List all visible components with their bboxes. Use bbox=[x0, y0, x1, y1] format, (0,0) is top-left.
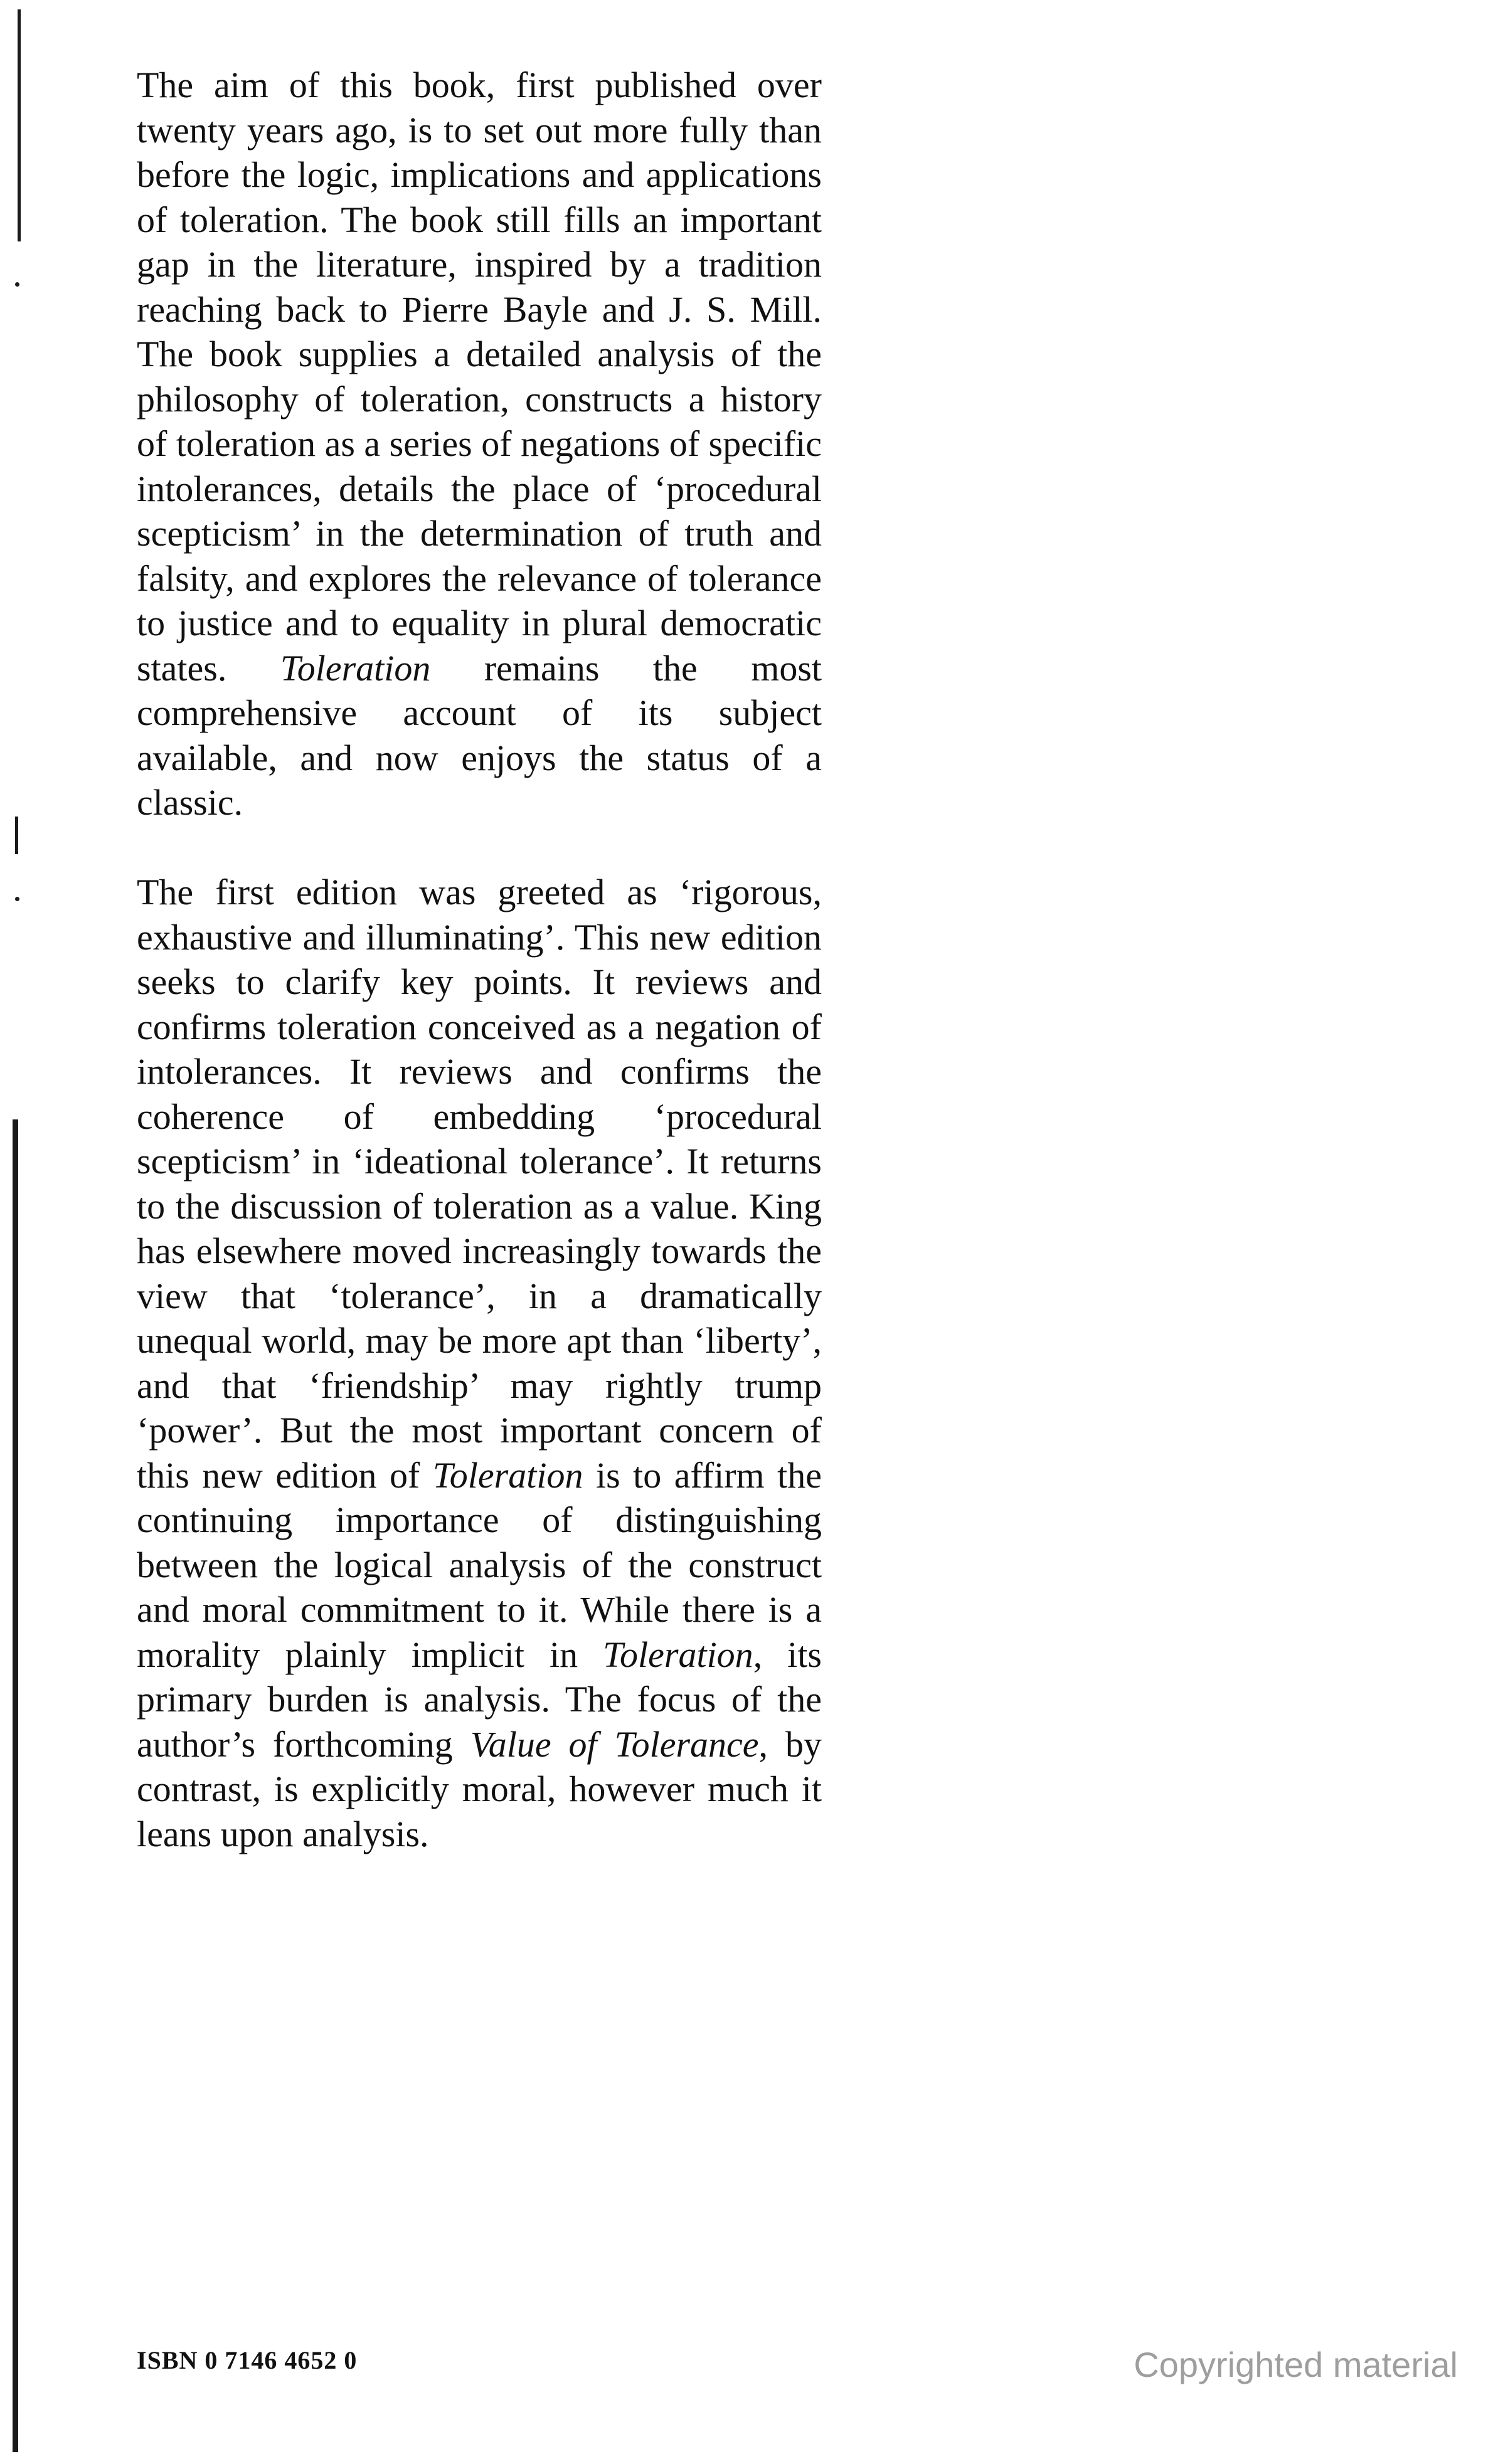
book-title-italic: Toleration bbox=[280, 647, 431, 689]
scan-edge-dot bbox=[15, 282, 19, 287]
blurb-paragraph-2 bbox=[137, 870, 822, 1856]
blurb-text-run: is to affirm the continuing importance of distinguishing between the logical analysis of the construct and moral commitment to it. While there is a morality plainly implicit in bbox=[137, 1454, 822, 1675]
blurb-paragraph-1 bbox=[137, 63, 822, 825]
copyright-watermark: Copyrighted material bbox=[1134, 2345, 1458, 2384]
isbn-number: ISBN 0 7146 4652 0 bbox=[137, 2346, 358, 2374]
book-title-italic: Toleration bbox=[603, 1634, 753, 1675]
book-title-italic: Toleration bbox=[432, 1454, 583, 1496]
book-title-italic: Value of Tolerance bbox=[470, 1723, 759, 1765]
blurb-text-run: , by contrast, is explicitly moral, however much it leans upon analysis. bbox=[137, 1723, 822, 1854]
blurb-text-run: The first edition was greeted as ‘rigorous, exhaustive and illuminating’. This new edition seeks to clarify key points. It reviews and confirms toleration conceived as a negation of intolerances. It reviews and confirms the coherence of embedding ‘procedural scepticism’ in ‘ideational tolerance’. It returns to the discussion of toleration as a value. King has elsewhere moved increasingly towards the view that ‘tolerance’, in a dramatically unequal world, may be more apt than ‘liberty’, and that ‘friendship’ may rightly trump ‘power’. But the most important concern of this new edition of bbox=[137, 872, 822, 1496]
blurb-text-run: remains the most comprehensive account of its subject available, and now enjoys the status of a classic. bbox=[137, 647, 822, 823]
scan-edge-line bbox=[13, 1119, 18, 2452]
scan-edge-line bbox=[18, 9, 21, 241]
blurb-text-run: , its primary burden is analysis. The focus of the author’s forthcoming bbox=[137, 1634, 822, 1765]
blurb-text-run: The aim of this book, first published over twenty years ago, is to set out more fully than before the logic, implications and applications of toleration. The book still fills an important gap in the literature, inspired by a tradition reaching back to Pierre Bayle and J. S. Mill. The book supplies a detailed analysis of the philosophy of toleration, constructs a history of toleration as a series of negations of specific intolerances, details the place of ‘procedural scepticism’ in the determination of truth and falsity, and explores the relevance of tolerance to justice and to equality in plural democratic states. bbox=[137, 65, 822, 689]
blurb-text bbox=[137, 63, 822, 1856]
scan-edge-line bbox=[15, 817, 18, 854]
scan-edge-dot bbox=[15, 897, 19, 901]
